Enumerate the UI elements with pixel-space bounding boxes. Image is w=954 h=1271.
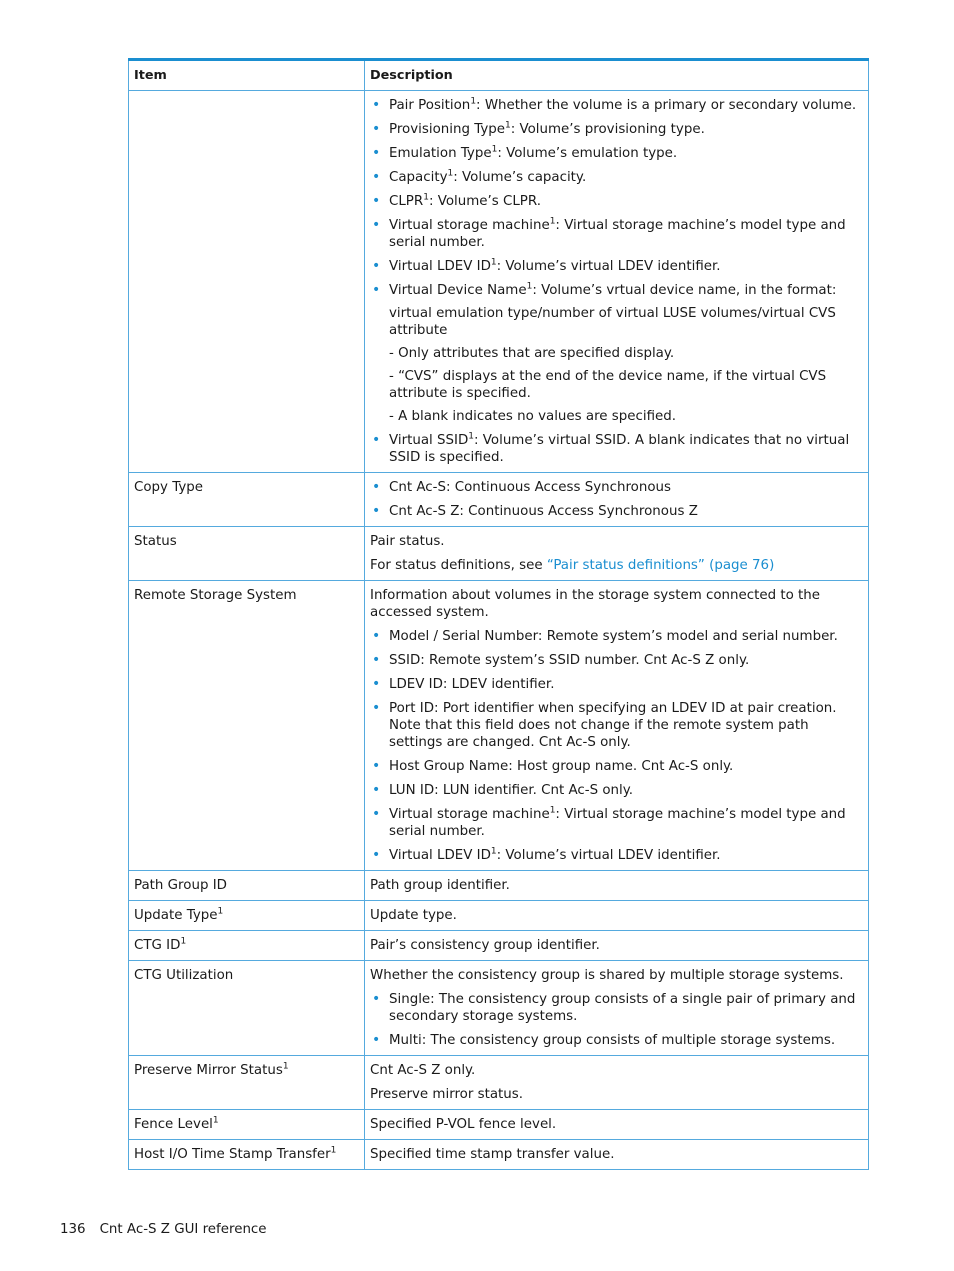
header-description: Description <box>365 60 869 91</box>
item-cell: Status <box>129 527 365 581</box>
bullet-dot-icon: • <box>372 432 381 448</box>
bullet-dot-icon: • <box>372 503 381 519</box>
bullet-dot-icon: • <box>372 700 381 716</box>
bullet-dot-icon: • <box>372 145 381 161</box>
list-item: • Pair Position$^1$: Whether the volume is a primary or secondary volume. <box>372 96 857 113</box>
item-cell: Path Group ID <box>129 871 365 901</box>
description-cell <box>365 91 869 473</box>
bullet-dot-icon: • <box>372 217 381 233</box>
list-item: • LUN ID: LUN identifier. Cnt Ac-S only. <box>372 782 634 798</box>
device-name-format-notes: virtual emulation type/number of virtual LUSE volumes/virtual CVS attribute - Only attributes that are specified display. - “CVS” displays at the end of the device name, if the virtual CVS attribute is specified. - A blank indicates no values are specified. <box>389 306 836 424</box>
list-item: • Virtual SSID$^1$: Volume’s virtual SSID. A blank indicates that no virtual SSID is specified. <box>372 431 850 465</box>
page-footer <box>60 1222 267 1237</box>
description-cell: Whether the consistency group is shared by multiple storage systems. • Single: The consistency group consists of a single pair of primary and secondary storage systems. • Multi: The consistency group consists of multiple storage systems. <box>365 961 869 1056</box>
page-number: 136 <box>60 1222 86 1237</box>
bullet-list <box>370 628 863 864</box>
list-item: • SSID: Remote system’s SSID number. Cnt Ac-S Z only. <box>372 652 750 668</box>
pair-status-definitions-link[interactable]: “Pair status definitions” (page 76) <box>546 558 775 573</box>
bullet-dot-icon: • <box>372 121 381 137</box>
list-item: • Model / Serial Number: Remote system’s model and serial number. <box>372 628 838 644</box>
table-row <box>129 871 869 901</box>
description-cell: Information about volumes in the storage system connected to the accessed system. • Model / Serial Number: Remote system’s model and serial number. • SSID: Remote system’s SSID number. Cnt Ac-S Z only. • LDEV ID: LDEV identifier. • Port ID: Port identifier when specifying an LDEV ID at pair creation. Note that this field does not change if the remote system path settings are changed. Cnt Ac-S only. • Host Group Name: Host group name. Cnt Ac-S only. • LUN ID: LUN identifier. Cnt Ac-S only. • Virtual storage machine$^1$: Virtual storage machine’s model type and serial number. • Virtual LDEV $ID^1$: Volume’s virtual LDEV identifier. <box>365 581 869 871</box>
list-item: • Multi: The consistency group consists of multiple storage systems. <box>372 1032 836 1048</box>
bullet-dot-icon: • <box>372 991 381 1007</box>
table-row <box>129 961 869 1056</box>
item-cell: Preserve Mirror Status$^1$ <box>129 1056 365 1110</box>
bullet-dot-icon: • <box>372 782 381 798</box>
description-cell: Cnt Ac-S Z only. Preserve mirror status. <box>365 1056 869 1110</box>
bullet-dot-icon: • <box>372 628 381 644</box>
bullet-list <box>370 97 863 466</box>
list-item: • Single: The consistency group consists of a single pair of primary and secondary storage systems. <box>372 991 856 1024</box>
table-row <box>129 473 869 527</box>
list-item: • Capacity$^1$: Volume’s capacity. <box>372 168 587 185</box>
item-cell: Copy Type <box>129 473 365 527</box>
header-item: Item <box>129 60 365 91</box>
bullet-dot-icon: • <box>372 806 381 822</box>
description-cell: Update type. <box>365 901 869 931</box>
item-cell: Update Type$^1$ <box>129 901 365 931</box>
bullet-dot-icon: • <box>372 258 381 274</box>
item-cell: Remote Storage System <box>129 581 365 871</box>
bullet-dot-icon: • <box>372 193 381 209</box>
table-row <box>129 1110 869 1140</box>
description-cell: Pair’s consistency group identifier. <box>365 931 869 961</box>
bullet-dot-icon: • <box>372 847 381 863</box>
list-item: • Port ID: Port identifier when specifying an LDEV ID at pair creation. Note that this field does not change if the remote system path settings are changed. Cnt Ac-S only. <box>372 700 837 750</box>
table-header-row <box>129 60 869 91</box>
list-item: • CLPR$^1$: Volume’s CLPR. <box>372 192 541 209</box>
bullet-dot-icon: • <box>372 169 381 185</box>
item-cell: Host I/O Time Stamp Transfer$^1$ <box>129 1140 365 1170</box>
bullet-list <box>370 479 863 520</box>
description-cell: Path group identifier. <box>365 871 869 901</box>
footer-title: Cnt Ac-S Z GUI reference <box>99 1222 267 1237</box>
description-cell: Specified P-VOL fence level. <box>365 1110 869 1140</box>
list-item: • Virtual Device Name$^1$: Volume’s vrtual device name, in the format: virtual emulation type/number of virtual LUSE volumes/virtual CVS attribute - Only attributes that are specified display. - “CVS” displays at the end of the device name, if the virtual CVS attribute is specified. - A blank indicates no values are specified. <box>370 282 863 425</box>
table-row <box>129 901 869 931</box>
list-item: • Virtual LDEV $ID^1$: Volume’s virtual LDEV identifier. <box>372 257 721 274</box>
list-item: • Provisioning Type$^1$: Volume’s provisioning type. <box>372 120 705 137</box>
gui-reference-table <box>128 58 869 1170</box>
table-row <box>129 1140 869 1170</box>
bullet-dot-icon: • <box>372 758 381 774</box>
table-row <box>129 581 869 871</box>
list-item: • Virtual storage machine$^1$: Virtual storage machine’s model type and serial number. <box>372 216 846 250</box>
bullet-dot-icon: • <box>372 479 381 495</box>
list-item: • LDEV ID: LDEV identifier. <box>372 676 555 692</box>
bullet-list <box>370 991 863 1049</box>
list-item: • Emulation Type$^1$: Volume’s emulation type. <box>372 144 678 161</box>
table-row <box>129 527 869 581</box>
list-item: • Virtual storage machine$^1$: Virtual storage machine’s model type and serial number. <box>372 805 846 839</box>
list-item: • Host Group Name: Host group name. Cnt Ac-S only. <box>372 758 734 774</box>
item-cell: CTG $ID^1$ <box>129 931 365 961</box>
table-row <box>129 91 869 473</box>
bullet-dot-icon: • <box>372 1032 381 1048</box>
description-cell <box>365 473 869 527</box>
item-cell: CTG Utilization <box>129 961 365 1056</box>
item-cell: Fence Level$^1$ <box>129 1110 365 1140</box>
list-item: • Cnt Ac-S Z: Continuous Access Synchronous Z <box>372 503 698 519</box>
list-item: • Virtual LDEV $ID^1$: Volume’s virtual LDEV identifier. <box>372 846 721 863</box>
description-cell: Pair status. For status definitions, see “Pair status definitions” (page 76) <box>365 527 869 581</box>
bullet-dot-icon: • <box>372 97 381 113</box>
list-item: • Cnt Ac-S: Continuous Access Synchronous <box>372 479 672 495</box>
bullet-dot-icon: • <box>372 676 381 692</box>
description-cell: Specified time stamp transfer value. <box>365 1140 869 1170</box>
table-row <box>129 931 869 961</box>
item-cell <box>129 91 365 473</box>
bullet-dot-icon: • <box>372 652 381 668</box>
table-row <box>129 1056 869 1110</box>
bullet-dot-icon: • <box>372 282 381 298</box>
